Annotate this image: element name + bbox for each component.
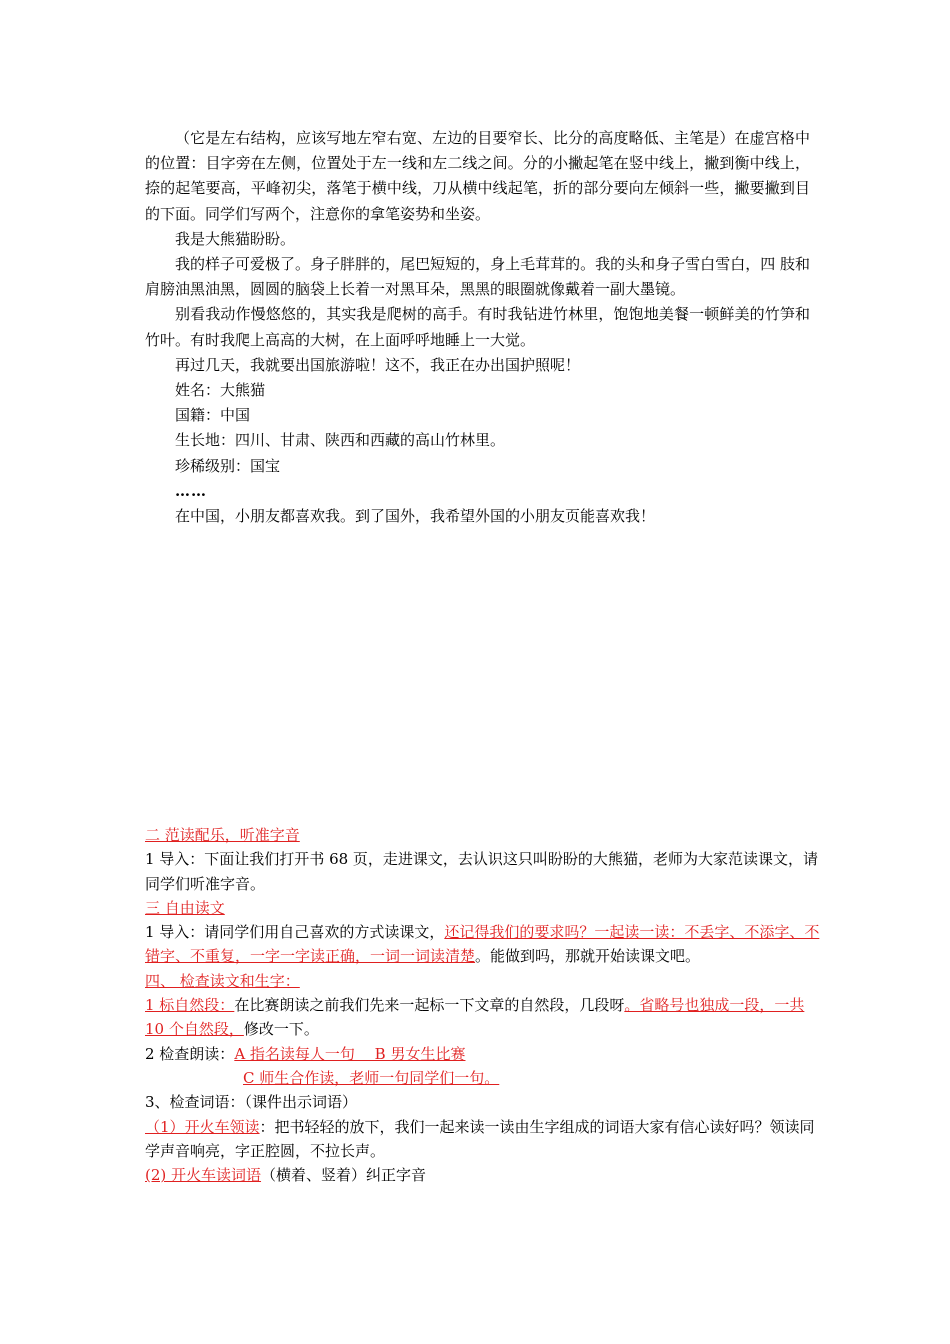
check-reading-options-a-b: A 指名读每人一句 B 男女生比赛 — [234, 1044, 466, 1063]
train-lead-reading-label: （1）开火车领读 — [145, 1117, 260, 1136]
stroke-guidance-paragraph: （它是左右结构，应该写地左窄右宽、左边的目要窄长、比分的高度略低、主笔是）在虚宫格中的位置：目字旁在左侧，位置处于左一线和左二线之间。分的小撇起笔在竖中线上，撇到衡中线上，捺的起笔要高，平峰初尖，落笔于横中线，刀从横中线起笔，折的部分要向左倾斜一些，撇要撇到目的下面。同学们写两个，注意你的拿笔姿势和坐姿。 — [145, 129, 810, 223]
mark-paragraphs-label: 1 标自然段： — [145, 996, 235, 1015]
check-reading-option-c — [145, 1066, 825, 1090]
mark-paragraphs-note: 。省略号也独成一段，一共 10 个自然段， — [145, 996, 805, 1039]
lesson-plan-lower — [145, 823, 825, 1187]
section-heading-3 — [145, 896, 825, 920]
train-lead-reading-text: ：把书轻轻的放下，我们一起来读一读由生字组成的词语大家有信心读好吗？领读同学声音响亮，字正腔圆，不拉长声。 — [145, 1117, 815, 1160]
passport-nationality-line: 国籍：中国 — [175, 406, 251, 425]
check-reading-line — [145, 1042, 825, 1066]
section-heading-4 — [145, 969, 825, 993]
free-reading-line — [145, 920, 825, 969]
panda-travel-line: 再过几天，我就要出国旅游啦！这不，我正在办出国护照呢！ — [175, 355, 581, 374]
mark-paragraphs-end: 修改一下。 — [243, 1020, 319, 1039]
train-lead-reading-line — [145, 1115, 825, 1164]
check-reading-label: 2 检查朗读： — [145, 1044, 235, 1063]
passport-rarity-line: 珍稀级别：国宝 — [175, 456, 281, 475]
section-heading-4-text: 四、 检查读文和生字： — [145, 971, 300, 990]
train-word-reading-text: （横着、竖着）纠正字音 — [261, 1166, 427, 1185]
panda-habits-paragraph: 别看我动作慢悠悠的，其实我是爬树的高手。有时我钻进竹林里，饱饱地美餐一顿鲜美的竹笋和竹叶。有时我爬上高高的大树，在上面呼呼地睡上一大觉。 — [145, 305, 810, 349]
section-heading-2 — [145, 823, 825, 847]
check-words-line: 3、检查词语：（课件出示词语） — [145, 1093, 358, 1112]
intro-reading-line: 1 导入：下面让我们打开书 68 页，走进课文，去认识这只叫盼盼的大熊猫，老师为大家范读课文，请同学们听准字音。 — [145, 850, 818, 893]
section-heading-3-text: 三 自由读文 — [145, 898, 225, 917]
train-word-reading-label: (2) 开火车读词语 — [145, 1166, 262, 1185]
check-reading-option-c-text: C 师生合作读，老师一句同学们一句。 — [243, 1068, 500, 1087]
lesson-text-upper — [145, 126, 810, 529]
reading-requirements: 还记得我们的要求吗？一起读一读：不丢字、不添字、不错字、不重复， — [145, 923, 820, 966]
reading-requirements-2: 一字一字读正确，一词一词读清楚 — [250, 947, 476, 966]
free-reading-end: 。能做到吗，那就开始读课文吧。 — [475, 947, 701, 966]
section-heading-2-text: 二 范读配乐，听准字音 — [145, 826, 300, 844]
panda-intro-line: 我是大熊猫盼盼。 — [175, 229, 296, 248]
mark-paragraphs-line — [145, 993, 825, 1042]
train-word-reading-line — [145, 1163, 825, 1187]
passport-name-line: 姓名：大熊猫 — [175, 381, 266, 400]
mark-paragraphs-text: 在比赛朗读之前我们先来一起标一下文章的自然段，几段呀 — [234, 996, 625, 1015]
passport-habitat-line: 生长地：四川、甘肃、陕西和西藏的高山竹林里。 — [175, 431, 506, 450]
panda-closing-line: 在中国，小朋友都喜欢我。到了国外，我希望外国的小朋友页能喜欢我！ — [175, 507, 656, 526]
ellipsis-line: …… — [175, 481, 207, 500]
panda-appearance-paragraph: 我的样子可爱极了。身子胖胖的，尾巴短短的，身上毛茸茸的。我的头和身子雪白雪白，四 肢和肩膀油黑油黑，圆圆的脑袋上长着一对黑耳朵，黑黑的眼圈就像戴着一副大墨镜。 — [145, 255, 810, 299]
free-reading-intro: 1 导入：请同学们用自己喜欢的方式读课文， — [145, 923, 445, 942]
